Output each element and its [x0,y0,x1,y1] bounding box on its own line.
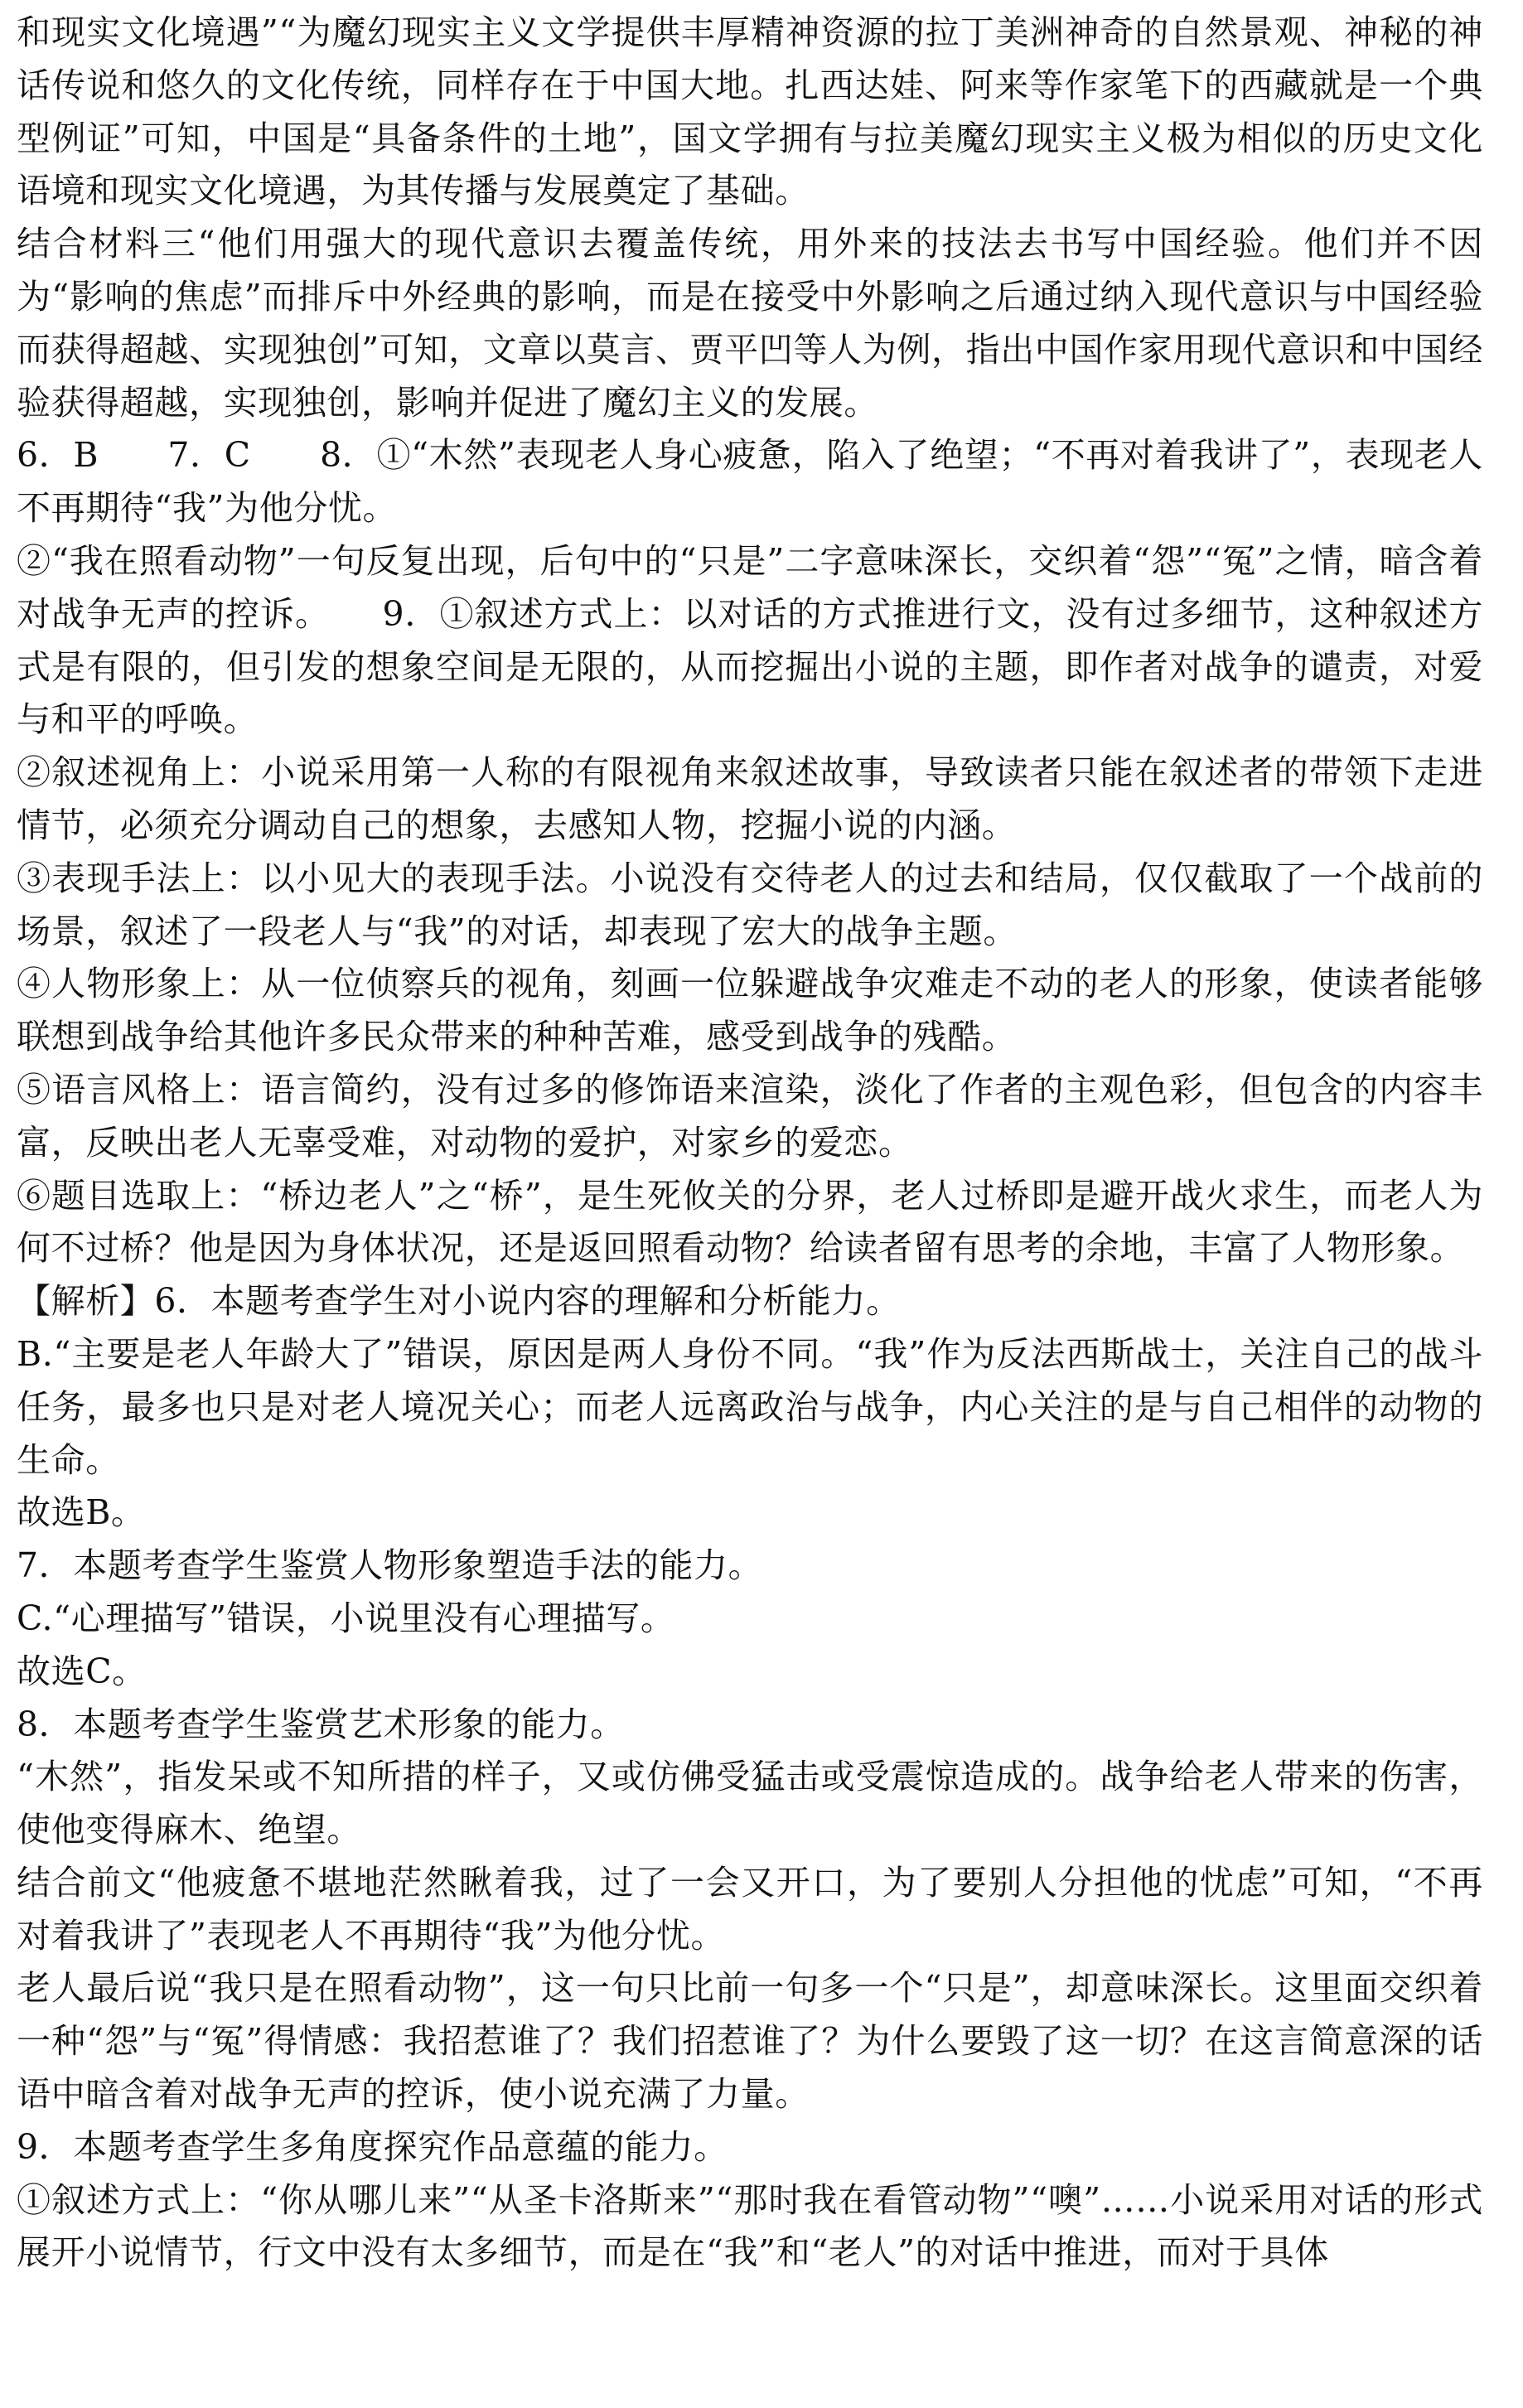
paragraph-analysis-6: 【解析】6．本题考查学生对小说内容的理解和分析能力。 [17,1281,901,1322]
paragraph-last-words: 老人最后说“我只是在照看动物”，这一句只比前一句多一个“只是”，却意味深长。这里面交织着一种“怨”与“冤”得情感：我招惹谁了？我们招惹谁了？为什么要毁了这一切？在这言简意深的话语中暗含着对战争无声的控诉，使小说充满了力量。 [17,1968,1483,2115]
paragraph-context-reference: 结合前文“他疲惫不堪地茫然瞅着我，过了一会又开口，为了要别人分担他的忧虑”可知，“不再对着我讲了”表现老人不再期待“我”为他分忧。 [17,1862,1483,1956]
paragraph-answers-6-8: 6．B 7．C 8．①“木然”表现老人身心疲惫，陷入了绝望；“不再对着我讲了”，表现老人不再期待“我”为他分忧。 [17,435,1483,529]
paragraph-option-b: B.“主要是老人年龄大了”错误，原因是两人身份不同。“我”作为反法西斯战士，关注自己的战斗任务，最多也只是对老人境况关心；而老人远离政治与战争，内心关注的是与自己相伴的动物的生命。 [17,1333,1483,1480]
paragraph-option-c: C.“心理描写”错误，小说里没有心理描写。 [17,1598,675,1638]
paragraph-title-selection: ⑥题目选取上：“桥边老人”之“桥”，是生死攸关的分界，老人过桥即是避开战火求生，而老人为何不过桥？他是因为身体状况，还是返回照看动物？给读者留有思考的余地，丰富了人物形象。 [17,1175,1483,1269]
paragraph-material-three: 结合材料三“他们用强大的现代意识去覆盖传统，用外来的技法去书写中国经验。他们并不因为“影响的焦虑”而排斥中外经典的影响，而是在接受中外影响之后通过纳入现代意识与中国经验而获得超越、实现独创”可知，文章以莫言、贾平凹等人为例，指出中国作家用现代意识和中国经验获得超越，实现独创，影响并促进了魔幻主义的发展。 [17,224,1483,423]
paragraph-expression-technique: ③表现手法上：以小见大的表现手法。小说没有交待老人的过去和结局，仅仅截取了一个战前的场景，叙述了一段老人与“我”的对话，却表现了宏大的战争主题。 [17,858,1483,951]
paragraph-analysis-7: 7．本题考查学生鉴赏人物形象塑造手法的能力。 [17,1545,763,1586]
document-page [17,7,1483,2280]
paragraph-character-image: ④人物形象上：从一位侦察兵的视角，刻画一位躲避战争灾难走不动的老人的形象，使读者能够联想到战争给其他许多民众带来的种种苦难，感受到战争的残酷。 [17,964,1483,1057]
paragraph-analysis-9: 9．本题考查学生多角度探究作品意蕴的能力。 [17,2126,728,2167]
paragraph-narrative-perspective: ②叙述视角上：小说采用第一人称的有限视角来叙述故事，导致读者只能在叙述者的带领下走进情节，必须充分调动自己的想象，去感知人物，挖掘小说的内涵。 [17,752,1483,845]
paragraph-language-style: ⑤语言风格上：语言简约，没有过多的修饰语来渲染，淡化了作者的主观色彩，但包含的内容丰富，反映出老人无辜受难，对动物的爱护，对家乡的爱恋。 [17,1069,1483,1163]
paragraph-numb-meaning: “木然”，指发呆或不知所措的样子，又或仿佛受猛击或受震惊造成的。战争给老人带来的伤害，使他变得麻木、绝望。 [17,1757,1483,1850]
paragraph-choose-b: 故选B。 [17,1492,146,1533]
paragraph-choose-c: 故选C。 [17,1651,147,1691]
paragraph-analysis-8: 8．本题考查学生鉴赏艺术形象的能力。 [17,1704,625,1744]
paragraph-dialogue-narration: ①叙述方式上：“你从哪儿来”“从圣卡洛斯来”“那时我在看管动物”“噢”……小说采用对话的形式展开小说情节，行文中没有太多细节，而是在“我”和“老人”的对话中推进，而对于具体 [17,2179,1483,2273]
paragraph-answer-8-9: ②“我在照看动物”一句反复出现，后句中的“只是”二字意味深长，交织着“怨”“冤”之情，暗含着对战争无声的控诉。 9．①叙述方式上：以对话的方式推进行文，没有过多细节，这种叙述方式是有限的，但引发的想象空间是无限的，从而挖掘出小说的主题，即作者对战争的谴责，对爱与和平的呼唤。 [17,540,1483,740]
paragraph-material-analysis: 和现实文化境遇”“为魔幻现实主义文学提供丰厚精神资源的拉丁美洲神奇的自然景观、神秘的神话传说和悠久的文化传统，同样存在于中国大地。扎西达娃、阿来等作家笔下的西藏就是一个典型例证”可知，中国是“具备条件的土地”，国文学拥有与拉美魔幻现实主义极为相似的历史文化语境和现实文化境遇，为其传播与发展奠定了基础。 [17,12,1483,211]
